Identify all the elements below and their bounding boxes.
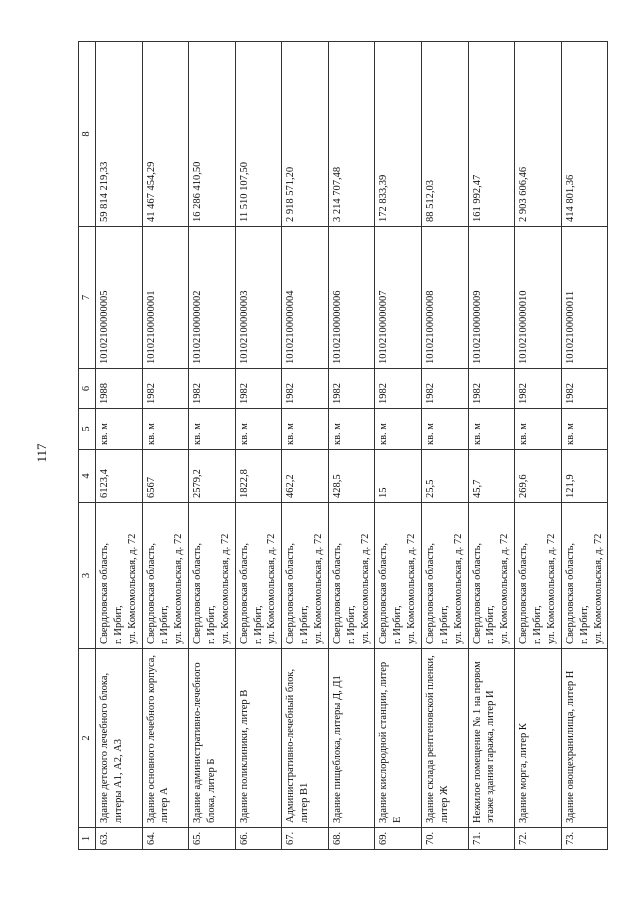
object-year: 1982 [142,369,189,409]
object-area: 462,2 [282,450,329,503]
book-value: 414 801,36 [561,42,608,227]
object-year: 1982 [235,369,282,409]
book-value: 161 992,47 [468,42,515,227]
object-year: 1982 [515,369,562,409]
header-col-7: 7 [79,227,96,369]
inventory-code: 10102100000004 [282,227,329,369]
table-row [422,42,469,850]
header-col-8: 8 [79,42,96,227]
object-name: Здание кислородной станции, литер Е [375,649,422,828]
row-number: 67. [282,828,329,850]
object-name: Здание детского лечебного блока, литеры А1, А2, А3 [96,649,143,828]
area-unit: кв. м [96,409,143,450]
area-unit: кв. м [235,409,282,450]
inventory-code: 10102100000005 [96,227,143,369]
table-row [561,42,608,850]
table-row [189,42,236,850]
inventory-code: 10102100000011 [561,227,608,369]
table-row [515,42,562,850]
table-row [235,42,282,850]
row-number: 63. [96,828,143,850]
table-row [375,42,422,850]
row-number: 71. [468,828,515,850]
object-address: Свердловская область, г. Ирбит, ул. Комсомольская, д. 72 [375,503,422,649]
row-number: 65. [189,828,236,850]
table-row [328,42,375,850]
object-year: 1982 [375,369,422,409]
header-row [79,42,96,850]
inventory-code: 10102100000001 [142,227,189,369]
book-value: 16 286 410,50 [189,42,236,227]
table-row [468,42,515,850]
inventory-code: 10102100000008 [422,227,469,369]
object-address: Свердловская область, г. Ирбит, ул. Комсомольская, д. 72 [468,503,515,649]
object-area: 269,6 [515,450,562,503]
object-name: Здание административно-лечебного блока, литер Б [189,649,236,828]
area-unit: кв. м [422,409,469,450]
row-number: 72. [515,828,562,850]
area-unit: кв. м [328,409,375,450]
object-address: Свердловская область, г. Ирбит, ул. Комсомольская, д. 72 [282,503,329,649]
row-number: 66. [235,828,282,850]
table-header [79,42,96,850]
object-area: 121,9 [561,450,608,503]
book-value: 172 833,39 [375,42,422,227]
object-name: Здание основного лечебного корпуса, литер А [142,649,189,828]
object-year: 1982 [422,369,469,409]
object-address: Свердловская область, г. Ирбит, ул. Комсомольская, д. 72 [96,503,143,649]
book-value: 11 510 107,50 [235,42,282,227]
row-number: 68. [328,828,375,850]
table-row [96,42,143,850]
table-row [142,42,189,850]
inventory-code: 10102100000002 [189,227,236,369]
table-body [96,42,608,850]
object-address: Свердловская область, г. Ирбит, ул. Комсомольская, д. 72 [328,503,375,649]
object-year: 1982 [189,369,236,409]
inventory-code: 10102100000010 [515,227,562,369]
area-unit: кв. м [515,409,562,450]
object-year: 1982 [468,369,515,409]
page-number: 117 [34,443,49,463]
object-year: 1982 [282,369,329,409]
object-name: Здание поликлиники, литер В [235,649,282,828]
row-number: 70. [422,828,469,850]
area-unit: кв. м [189,409,236,450]
inventory-code: 10102100000007 [375,227,422,369]
object-year: 1988 [96,369,143,409]
area-unit: кв. м [142,409,189,450]
object-area: 2579,2 [189,450,236,503]
object-area: 45,7 [468,450,515,503]
object-area: 25,5 [422,450,469,503]
book-value: 3 214 707,48 [328,42,375,227]
book-value: 59 814 219,33 [96,42,143,227]
book-value: 2 903 606,46 [515,42,562,227]
object-year: 1982 [561,369,608,409]
object-name: Здание пищеблока, литеры Д, Д1 [328,649,375,828]
object-address: Свердловская область, г. Ирбит, ул. Комсомольская, д. 72 [189,503,236,649]
book-value: 41 467 454,29 [142,42,189,227]
area-unit: кв. м [561,409,608,450]
object-address: Свердловская область, г. Ирбит, ул. Комсомольская, д. 72 [422,503,469,649]
object-address: Свердловская область, г. Ирбит, ул. Комсомольская, д. 72 [561,503,608,649]
inventory-code: 10102100000009 [468,227,515,369]
book-value: 88 512,03 [422,42,469,227]
header-col-2: 2 [79,649,96,828]
header-col-6: 6 [79,369,96,409]
header-col-1: 1 [79,828,96,850]
object-area: 6567 [142,450,189,503]
area-unit: кв. м [282,409,329,450]
header-col-5: 5 [79,409,96,450]
object-address: Свердловская область, г. Ирбит, ул. Комсомольская, д. 72 [142,503,189,649]
object-name: Здание склада рентгеновской пленки, литер Ж [422,649,469,828]
row-number: 69. [375,828,422,850]
area-unit: кв. м [468,409,515,450]
property-table [78,41,608,850]
object-area: 1822,8 [235,450,282,503]
object-address: Свердловская область, г. Ирбит, ул. Комсомольская, д. 72 [235,503,282,649]
object-name: Здание овощехранилища, литер Н [561,649,608,828]
object-name: Здание морга, литер К [515,649,562,828]
inventory-code: 10102100000006 [328,227,375,369]
object-year: 1982 [328,369,375,409]
object-area: 6123,4 [96,450,143,503]
object-address: Свердловская область, г. Ирбит, ул. Комсомольская, д. 72 [515,503,562,649]
object-name: Нежилое помещение № 1 на первом этаже здания гаража, литер И [468,649,515,828]
row-number: 73. [561,828,608,850]
header-col-3: 3 [79,503,96,649]
table-row [282,42,329,850]
area-unit: кв. м [375,409,422,450]
row-number: 64. [142,828,189,850]
rotated-table-container [78,42,614,850]
book-value: 2 918 571,20 [282,42,329,227]
object-name: Административно-лечебный блок, литер В1 [282,649,329,828]
object-area: 428,5 [328,450,375,503]
object-area: 15 [375,450,422,503]
inventory-code: 10102100000003 [235,227,282,369]
header-col-4: 4 [79,450,96,503]
